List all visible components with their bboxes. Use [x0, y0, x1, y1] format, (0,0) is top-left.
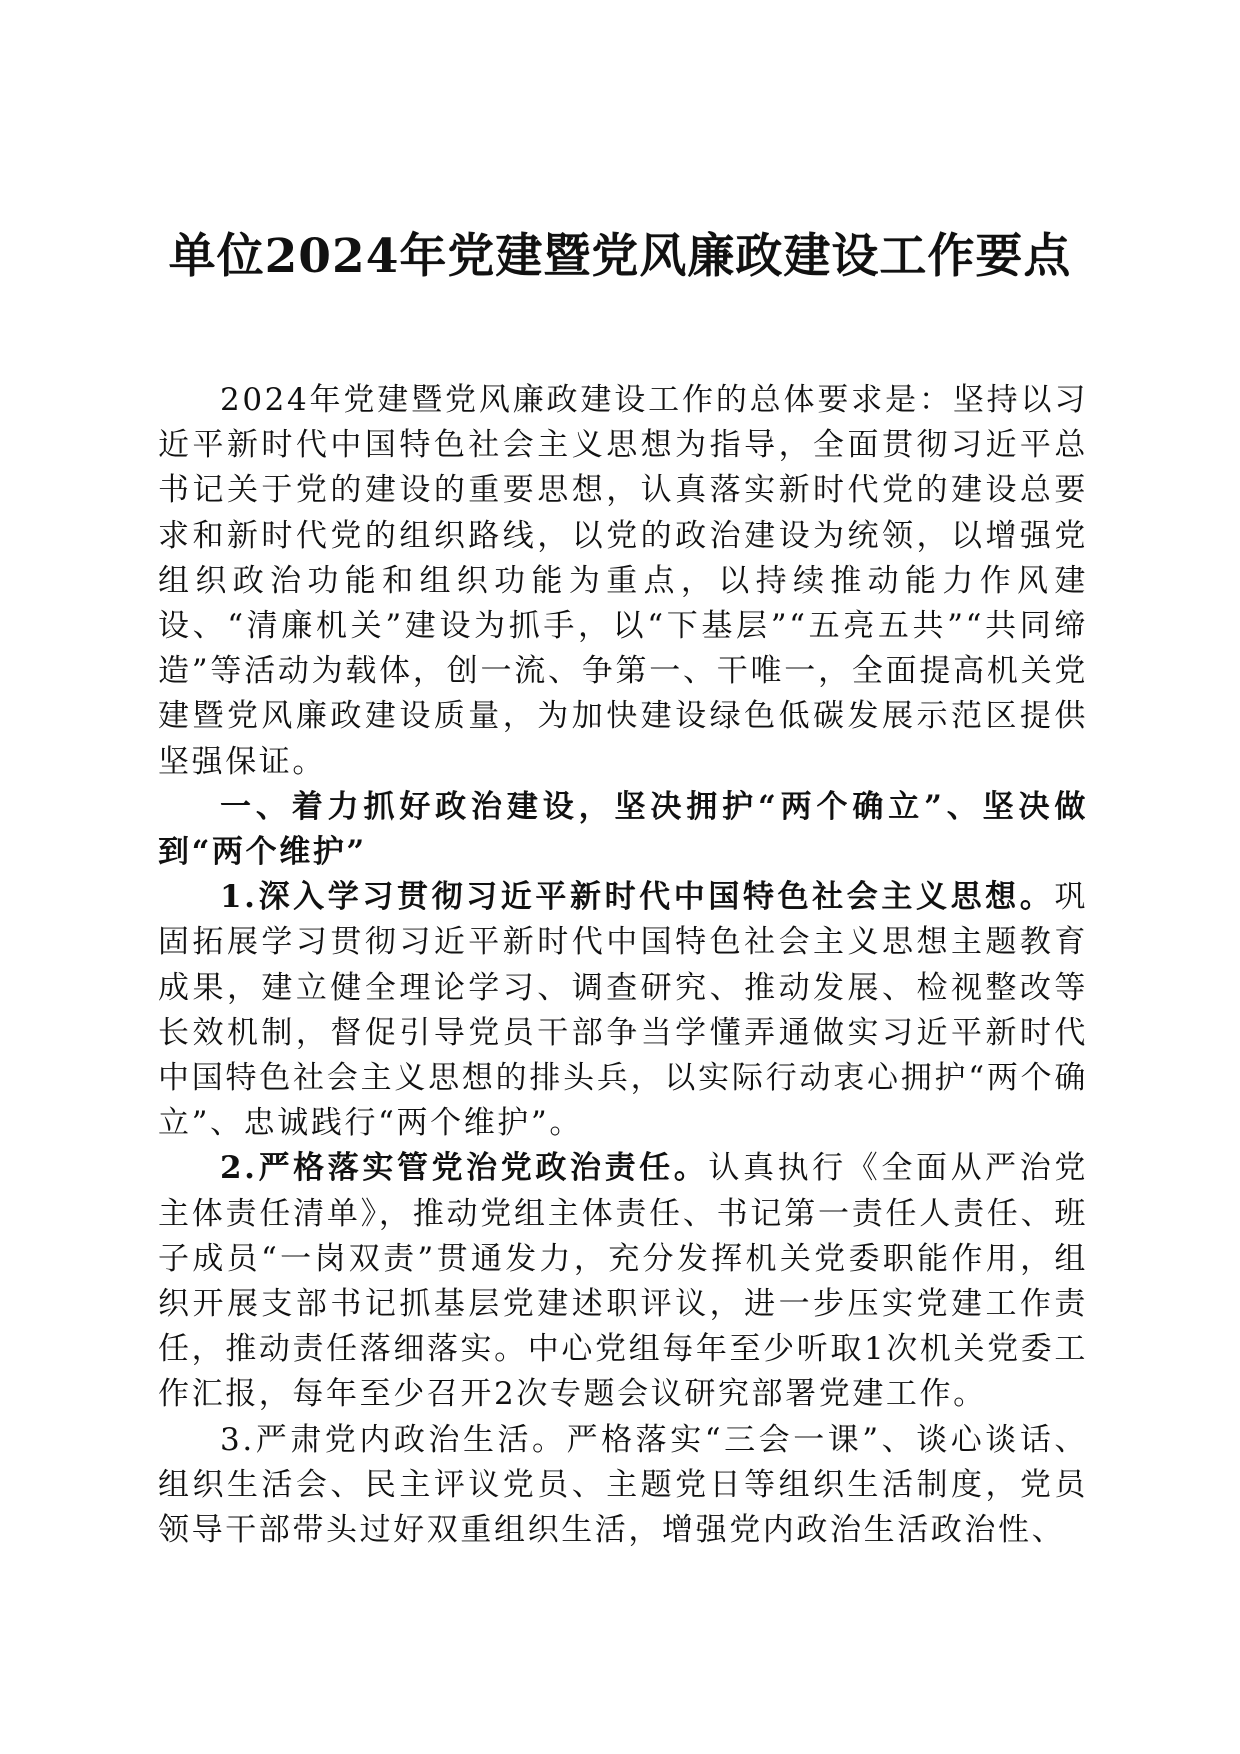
- item-1-lead: 1.深入学习贯彻习近平新时代中国特色社会主义思想。: [220, 879, 1055, 916]
- item-2-paragraph: [158, 1146, 1088, 1417]
- item-1-paragraph: [158, 875, 1088, 1146]
- item-3-paragraph: 3.严肃党内政治生活。严格落实“三会一课”、谈心谈话、组织生活会、民主评议党员、主题党日等组织生活制度，党员领导干部带头过好双重组织生活，增强党内政治生活政治性、: [158, 1421, 1088, 1549]
- document-body: [158, 378, 1088, 1553]
- section-1-heading: 一、着力抓好政治建设，坚决拥护“两个确立”、坚决做到“两个维护”: [158, 788, 1088, 871]
- intro-paragraph: 2024年党建暨党风廉政建设工作的总体要求是：坚持以习近平新时代中国特色社会主义思想为指导，全面贯彻习近平总书记关于党的建设的重要思想，认真落实新时代党的建设总要求和新时代党的组织路线，以党的政治建设为统领，以增强党组织政治功能和组织功能为重点，以持续推动能力作风建设、“清廉机关”建设为抓手，以“下基层”“五亮五共”“共同缔造”等活动为载体，创一流、争第一、干唯一，全面提高机关党建暨党风廉政建设质量，为加快建设绿色低碳发展示范区提供坚强保证。: [158, 382, 1088, 780]
- document-title: 单位2024年党建暨党风廉政建设工作要点: [168, 229, 1072, 284]
- item-1-text: 巩固拓展学习贯彻习近平新时代中国特色社会主义思想主题教育成果，建立健全理论学习、调查研究、推动发展、检视整改等长效机制，督促引导党员干部争当学懂弄通做实习近平新时代中国特色社会主义思想的排头兵，以实际行动衷心拥护“两个确立”、忠诚践行“两个维护”。: [158, 879, 1088, 1142]
- item-2-text: 认真执行《全面从严治党主体责任清单》，推动党组主体责任、书记第一责任人责任、班子成员“一岗双责”贯通发力，充分发挥机关党委职能作用，组织开展支部书记抓基层党建述职评议，进一步压实党建工作责任，推动责任落细落实。中心党组每年至少听取1次机关党委工作汇报，每年至少召开2次专题会议研究部署党建工作。: [158, 1150, 1088, 1413]
- item-2-lead: 2.严格落实管党治党政治责任。: [220, 1150, 709, 1187]
